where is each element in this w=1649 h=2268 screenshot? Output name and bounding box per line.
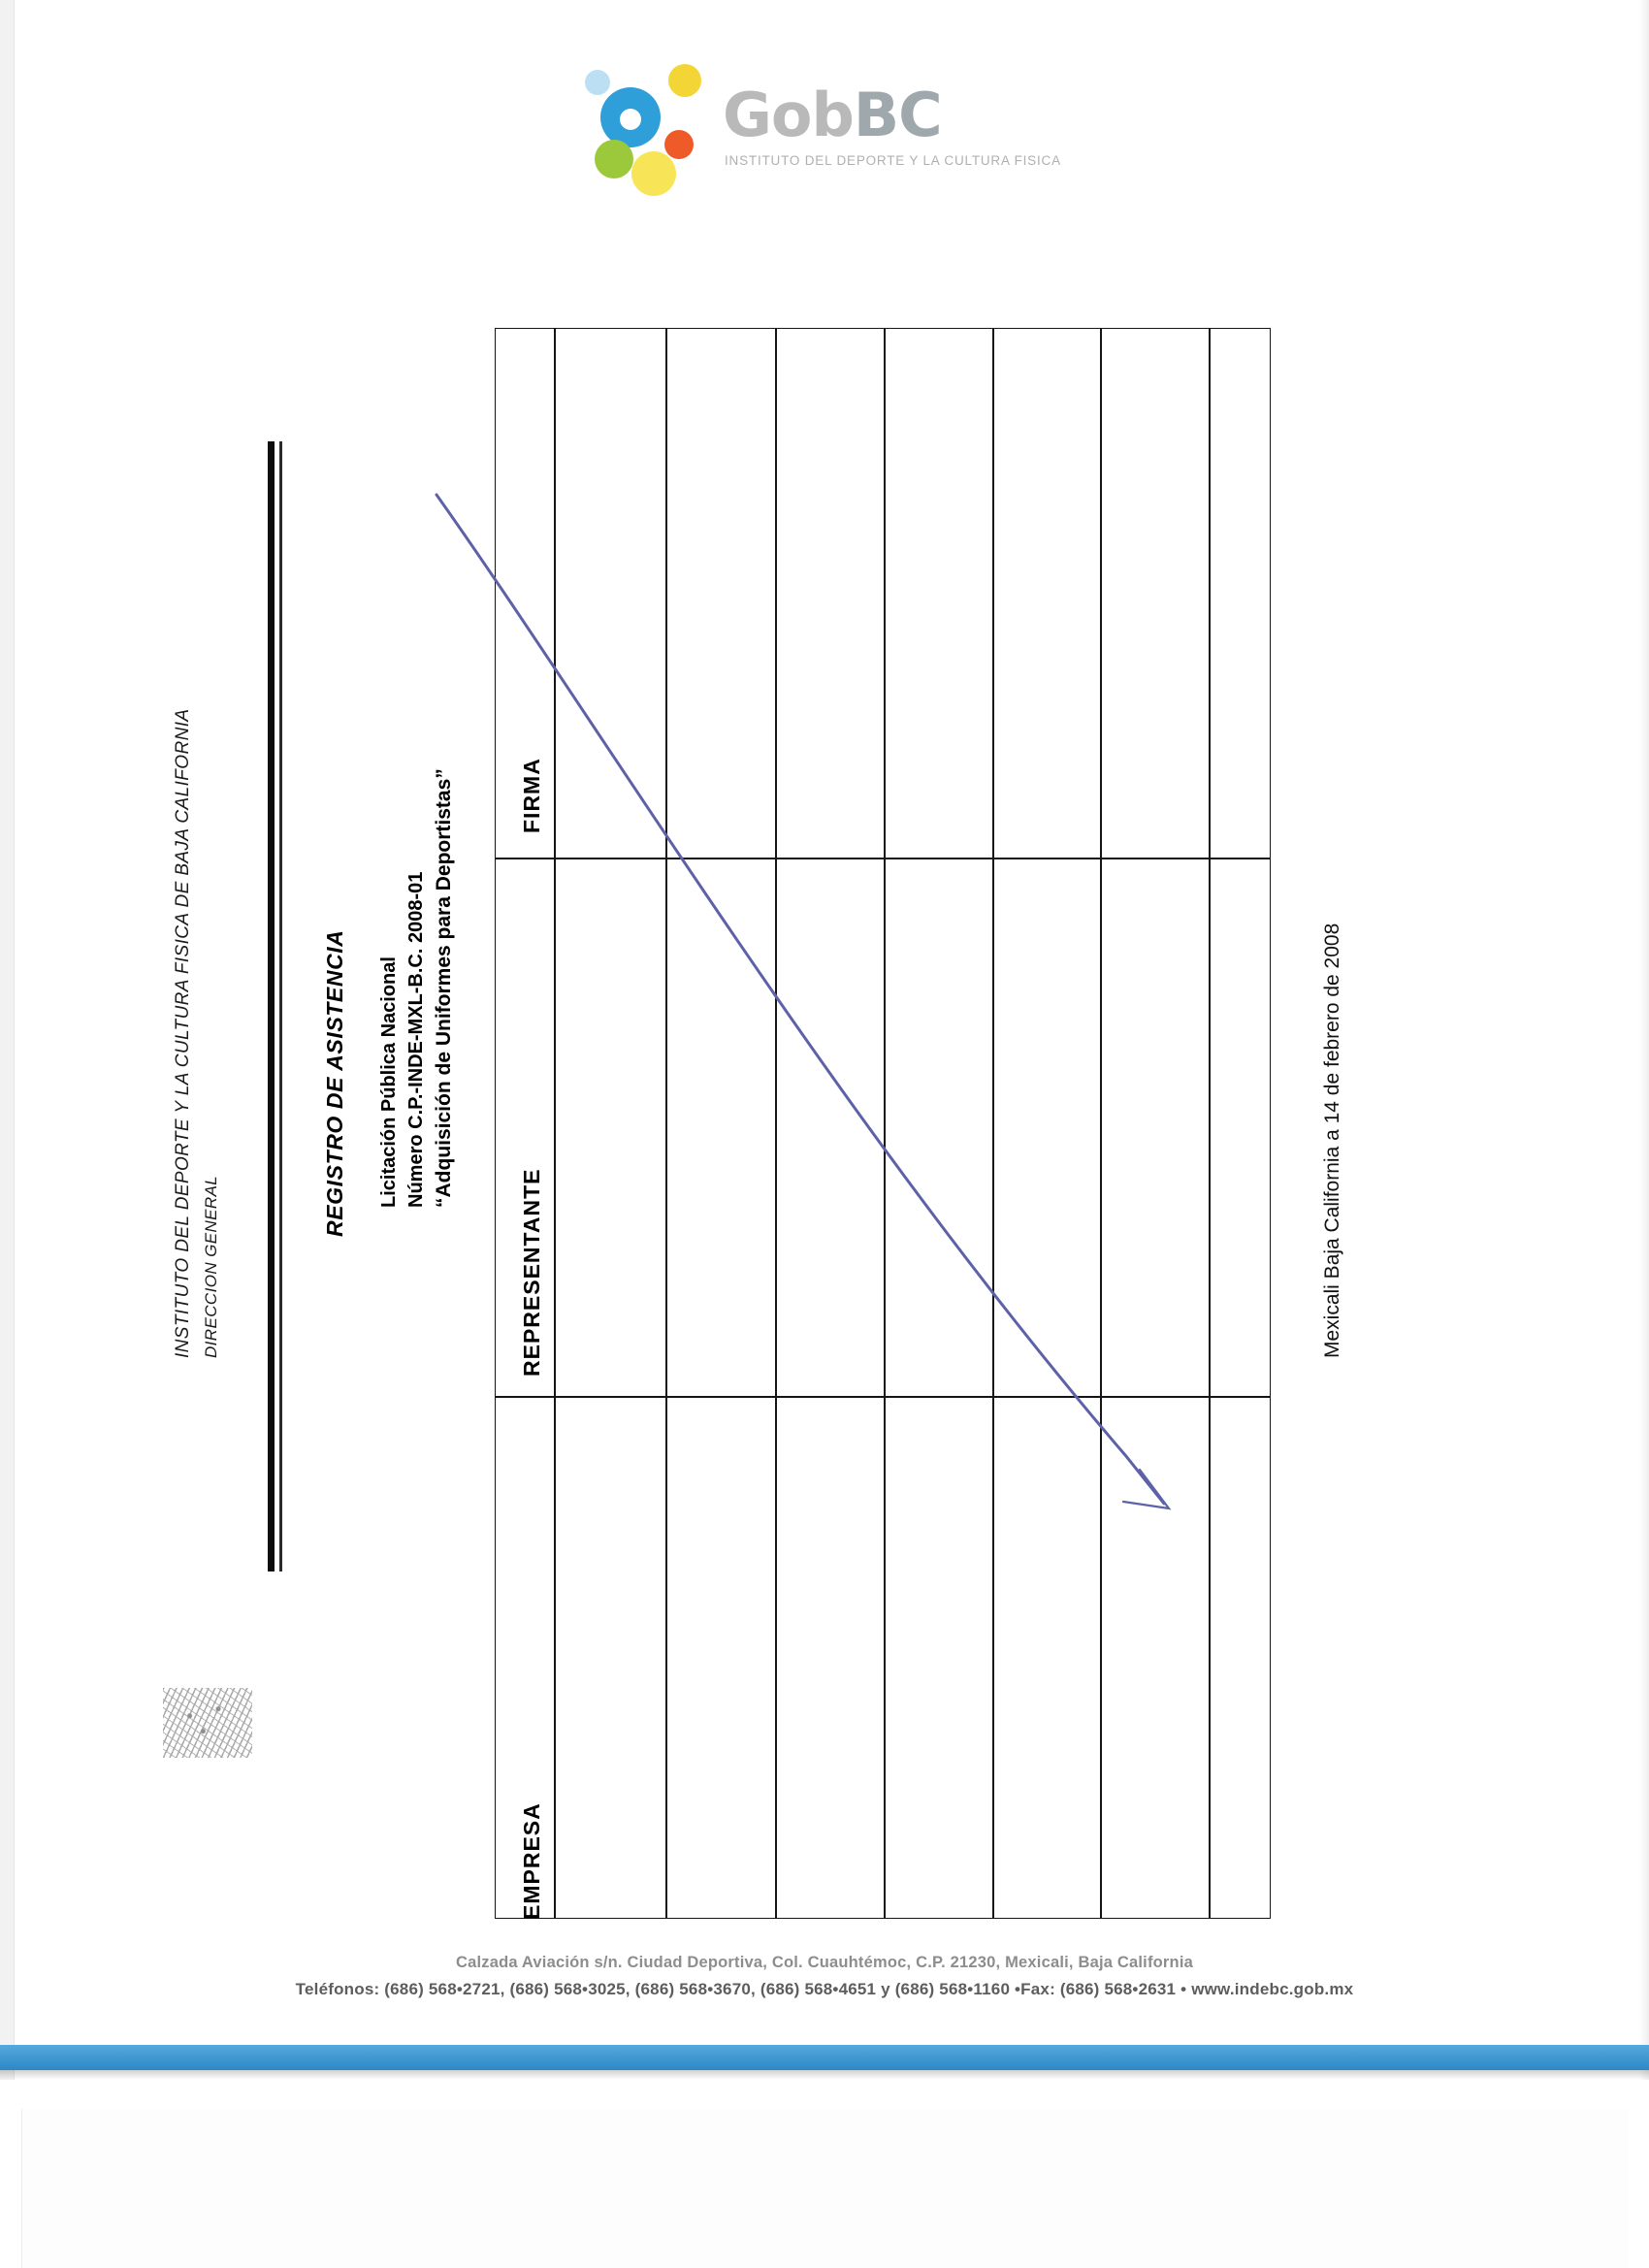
institution-line-1: INSTITUTO DEL DEPORTE Y LA CULTURA FISICA DE BAJA CALIFORNIA bbox=[173, 708, 193, 1358]
table-line bbox=[1209, 329, 1211, 1918]
table-line bbox=[1100, 329, 1102, 1918]
official-seal-stamp-icon bbox=[163, 1688, 252, 1758]
column-header-empresa: EMPRESA bbox=[519, 1802, 544, 1920]
table-line bbox=[665, 329, 667, 1918]
column-header-firma: FIRMA bbox=[519, 758, 544, 833]
logo-subtitle: INSTITUTO DEL DEPORTE Y LA CULTURA FISICA bbox=[725, 153, 1061, 168]
logo-word-accent: BC bbox=[853, 80, 942, 150]
page-footer bbox=[0, 1950, 1649, 2003]
column-header-representante: REPRESENTANTE bbox=[519, 1168, 544, 1377]
title-rule-thin bbox=[279, 441, 282, 1571]
table-line bbox=[496, 858, 1270, 859]
place-and-date: Mexicali Baja California a 14 de febrero de 2008 bbox=[1321, 923, 1343, 1358]
footer-blue-bar bbox=[0, 2045, 1649, 2070]
table-line bbox=[554, 329, 556, 1918]
title-rule-thick bbox=[268, 441, 275, 1571]
institution-line-2: DIRECCION GENERAL bbox=[202, 1175, 220, 1358]
table-line bbox=[775, 329, 777, 1918]
subtitle-line-1: Licitación Pública Nacional bbox=[378, 956, 400, 1208]
footer-bar-shadow bbox=[0, 2070, 1649, 2080]
page-title: REGISTRO DE ASISTENCIA bbox=[322, 929, 347, 1237]
footer-phones: Teléfonos: (686) 568•2721, (686) 568•3025, (686) 568•3670, (686) 568•4651 y (686) 568•1160 •Fax: (686) 568•2631 • www.indebc.gob.mx bbox=[295, 1980, 1354, 1999]
attendance-table bbox=[495, 328, 1271, 1919]
logo-word-main: Gob bbox=[723, 80, 854, 150]
table-line bbox=[884, 329, 886, 1918]
subtitle-line-2: Número C.P.-INDE-MXL-B.C. 2008-01 bbox=[405, 871, 427, 1208]
scan-background-below-page bbox=[0, 2080, 1649, 2268]
subtitle-line-3: “Adquisición de Uniformes para Deportistas” bbox=[433, 768, 455, 1208]
footer-address: Calzada Aviación s/n. Ciudad Deportiva, Col. Cuauhtémoc, C.P. 21230, Mexicali, Baja California bbox=[456, 1954, 1193, 1971]
table-line bbox=[992, 329, 994, 1918]
table-line bbox=[496, 1396, 1270, 1398]
